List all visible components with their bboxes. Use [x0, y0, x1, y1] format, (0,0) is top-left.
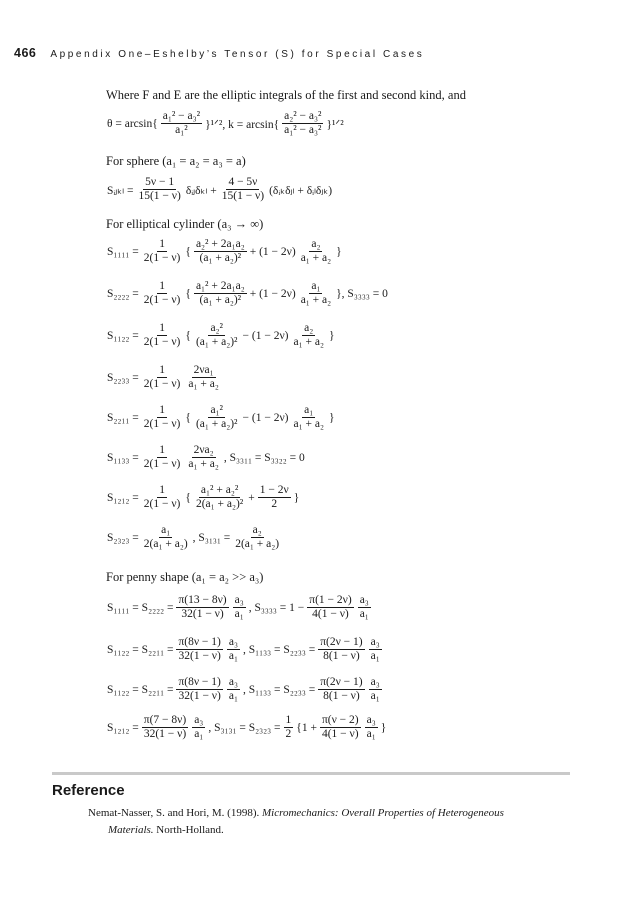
term-fraction	[186, 364, 220, 391]
ratio-fraction	[192, 714, 205, 741]
numerator: 2νa₂	[193, 444, 214, 456]
theta-lhs: θ = arcsin{	[107, 117, 158, 130]
ratio-fraction	[365, 714, 378, 741]
numerator: π(8ν − 1)	[178, 636, 221, 648]
denominator: 2(1 − ν)	[143, 378, 181, 390]
term-fraction	[291, 322, 325, 349]
eq-mid: , S₃₁₃₁ = S₂₃₂₃ =	[208, 721, 281, 734]
brace-open: {	[185, 411, 191, 424]
denominator: a₁	[370, 650, 380, 662]
eq-lhs: S₂₂₁₁ =	[107, 411, 139, 424]
k-numerator: a₂² − a₃²	[284, 110, 322, 122]
sphere-f1-numerator: 5ν − 1	[145, 176, 175, 188]
page-number: 466	[14, 46, 37, 60]
brace-close: }, S₃₃₃₃ = 0	[336, 287, 388, 300]
operator: − (1 − 2ν)	[242, 411, 289, 424]
numerator: a₃	[194, 714, 204, 726]
numerator: 1	[159, 444, 165, 456]
denominator: 8(1 − ν)	[323, 650, 360, 662]
coef-fraction	[142, 404, 183, 431]
reference-heading: Reference	[52, 782, 125, 799]
denominator: 2(1 − ν)	[143, 458, 181, 470]
operator: − (1 − 2ν)	[242, 329, 289, 342]
denominator: 2(1 − ν)	[143, 294, 181, 306]
denominator: 4(1 − ν)	[312, 608, 349, 620]
term-fraction	[318, 636, 364, 663]
equation-s2323	[106, 524, 283, 551]
term-fraction	[299, 280, 333, 307]
denominator: a₁	[366, 728, 376, 740]
ratio-fraction	[233, 594, 246, 621]
denominator: a₁	[194, 728, 204, 740]
k-denominator: a₁² − a₃²	[284, 124, 322, 136]
ratio-fraction	[227, 676, 240, 703]
numerator: π(ν − 2)	[321, 714, 359, 726]
term-fraction	[233, 524, 281, 551]
reference-publisher: North-Holland.	[156, 824, 224, 836]
section-divider	[52, 772, 570, 775]
term-fraction	[194, 238, 247, 265]
theta-fraction	[161, 110, 202, 137]
denominator: 4(1 − ν)	[321, 728, 359, 740]
term-fraction	[194, 322, 240, 349]
term-fraction	[194, 404, 240, 431]
numerator: a₂² + 2a₁a₂	[195, 238, 245, 250]
denominator: (a₁ + a₂)²	[199, 252, 242, 264]
brace-open: {1 +	[296, 721, 317, 734]
sphere-fraction-2	[220, 176, 266, 203]
term-fraction	[176, 594, 228, 621]
running-title: Appendix One–Eshelby’s Tensor (S) for Special Cases	[50, 49, 425, 60]
brace-open: {	[185, 329, 191, 342]
k-lhs: }¹ᐟ², k = arcsin{	[205, 118, 280, 131]
equation-s2233	[106, 364, 223, 391]
sphere-end: (δᵢₖδⱼₗ + δᵢₗδⱼₖ)	[269, 184, 333, 197]
numerator: a₃	[234, 594, 244, 606]
term-fraction	[186, 444, 220, 471]
equation-penny-2	[106, 636, 384, 663]
operator: +	[248, 491, 255, 504]
eq-lhs: S₁₂₁₂ =	[107, 491, 139, 504]
denominator: 2(1 − ν)	[143, 252, 181, 264]
eq-mid: , S₁₁₃₃ = S₂₂₃₃ =	[243, 643, 316, 656]
equation-penny-4	[106, 714, 387, 741]
term-fraction	[176, 636, 222, 663]
sphere-mid: δᵢⱼδₖₗ +	[185, 184, 217, 197]
term-fraction	[299, 238, 333, 265]
eq-lhs: S₂₂₃₃ =	[107, 371, 139, 384]
equation-s1122	[106, 322, 335, 349]
eq-lhs: S₂₃₂₃ =	[107, 531, 139, 544]
sphere-f2-denominator: 15(1 − ν)	[221, 190, 265, 202]
denominator: 32(1 − ν)	[181, 608, 224, 620]
term-fraction	[318, 676, 364, 703]
k-exponent: }¹ᐟ²	[326, 118, 344, 131]
denominator: a₁ + a₂	[293, 418, 324, 430]
denominator: 8(1 − ν)	[323, 690, 360, 702]
numerator: a₁	[304, 404, 314, 416]
numerator: 1 − 2ν	[259, 484, 289, 496]
ratio-fraction	[369, 676, 382, 703]
equation-s1133	[106, 444, 306, 471]
coef-fraction	[142, 280, 183, 307]
numerator: a₂	[304, 322, 314, 334]
term-fraction	[142, 524, 190, 551]
reference-title-1: Micromechanics: Overall Properties of Heterogeneous	[262, 807, 504, 819]
denominator: 32(1 − ν)	[178, 650, 221, 662]
sphere-equation	[106, 176, 333, 203]
intro-text: Where F and E are the elliptic integrals of the first and second kind, and	[106, 88, 466, 102]
denominator: 2(a₁ + a₂)	[143, 538, 188, 550]
denominator: (a₁ + a₂)²	[195, 418, 238, 430]
k-fraction	[282, 110, 323, 137]
numerator: a₃	[228, 636, 238, 648]
eq-lhs: S₂₂₂₂ =	[107, 287, 139, 300]
coef-fraction	[142, 364, 183, 391]
eq-mid: , S₁₁₃₃ = S₂₂₃₃ =	[243, 683, 316, 696]
brace-close: }	[336, 245, 342, 258]
numerator: 2νa₁	[193, 364, 214, 376]
eq-lhs: S₁₁₂₂ = S₂₂₁₁ =	[107, 683, 174, 696]
numerator: a₂	[311, 238, 321, 250]
numerator: π(8ν − 1)	[178, 676, 221, 688]
denominator: a₁ + a₂	[293, 336, 324, 348]
denominator: a₁ + a₂	[300, 294, 332, 306]
theta-k-equation	[106, 110, 345, 137]
brace-open: {	[185, 245, 191, 258]
eq-mid: , S₃₁₃₁ =	[192, 531, 231, 544]
coef-fraction	[142, 238, 183, 265]
brace-close: }	[328, 411, 335, 424]
equation-s2211	[106, 404, 335, 431]
sphere-f1-denominator: 15(1 − ν)	[138, 190, 181, 202]
running-header	[14, 46, 424, 60]
denominator: (a₁ + a₂)²	[195, 336, 238, 348]
half-fraction	[284, 714, 294, 741]
term-fraction	[194, 484, 245, 511]
denominator: a₁	[228, 690, 238, 702]
sphere-lhs: Sᵢⱼₖₗ =	[107, 184, 134, 197]
sphere-label: For sphere (a₁ = a₂ = a₃ = a)	[106, 154, 246, 168]
numerator: 1	[159, 280, 165, 292]
numerator: a₁	[311, 280, 321, 292]
term-fraction	[307, 594, 353, 621]
eq-tail: , S₃₃₁₁ = S₃₃₂₂ = 0	[223, 451, 305, 464]
denominator: a₁	[359, 608, 369, 620]
numerator: a₃	[359, 594, 369, 606]
brace-close: }	[293, 491, 300, 504]
term-fraction	[320, 714, 361, 741]
denominator: 2(a₁ + a₂)²	[195, 498, 244, 510]
numerator: 1	[159, 484, 165, 496]
cylinder-label: For elliptical cylinder (a₃ → ∞)	[106, 217, 264, 231]
eq-lhs: S₁₁₁₁ =	[107, 245, 139, 258]
denominator: 32(1 − ν)	[178, 690, 221, 702]
ratio-fraction	[227, 636, 240, 663]
equation-s1212	[106, 484, 300, 511]
denominator: a₁ + a₂	[300, 252, 332, 264]
eq-mid: , S₃₃₃₃ = 1 −	[248, 601, 305, 614]
denominator: a₁	[228, 650, 238, 662]
numerator: a₁² + 2a₁a₂	[195, 280, 245, 292]
operator: + (1 − 2ν)	[249, 287, 296, 300]
denominator: 2(1 − ν)	[143, 418, 181, 430]
denominator: a₁ + a₂	[188, 458, 219, 470]
brace-close: }	[380, 721, 387, 734]
eq-lhs: S₁₁₂₂ = S₂₂₁₁ =	[107, 643, 174, 656]
equation-s1111	[106, 238, 343, 265]
numerator: a₂²	[210, 322, 223, 334]
coef-fraction	[142, 484, 183, 511]
denominator: 2(1 − ν)	[143, 336, 181, 348]
numerator: π(2ν − 1)	[320, 636, 363, 648]
numerator: π(2ν − 1)	[320, 676, 363, 688]
brace-open: {	[185, 287, 191, 300]
numerator: π(7 − 8ν)	[143, 714, 187, 726]
coef-fraction	[142, 444, 183, 471]
numerator: 1	[159, 238, 165, 250]
reference-title-2: Materials.	[108, 824, 154, 836]
numerator: a₁²	[210, 404, 223, 416]
term-fraction	[176, 676, 222, 703]
numerator: π(13 − 8ν)	[178, 594, 227, 606]
ratio-fraction	[369, 636, 382, 663]
denominator: 2(1 − ν)	[143, 498, 181, 510]
coef-fraction	[142, 322, 183, 349]
numerator: 1	[159, 404, 165, 416]
brace-close: }	[328, 329, 335, 342]
sphere-f2-numerator: 4 − 5ν	[228, 176, 258, 188]
sphere-fraction-1	[136, 176, 182, 203]
denominator: 2	[285, 728, 292, 740]
ratio-fraction	[358, 594, 371, 621]
numerator: a₃	[228, 676, 238, 688]
numerator: 1	[159, 322, 165, 334]
denominator: a₁	[234, 608, 244, 620]
denominator: 2(a₁ + a₂)	[235, 538, 280, 550]
denominator: a₁	[370, 690, 380, 702]
operator: + (1 − 2ν)	[249, 245, 296, 258]
numerator: a₃	[370, 676, 380, 688]
numerator: 1	[159, 364, 165, 376]
theta-numerator: a₁² − a₃²	[162, 110, 201, 122]
term-fraction	[194, 280, 247, 307]
penny-label: For penny shape (a₁ = a₂ >> a₃)	[106, 570, 264, 584]
eq-lhs: S₁₁₁₁ = S₂₂₂₂ =	[107, 601, 174, 614]
numerator: a₃	[370, 636, 380, 648]
eq-lhs: S₁₂₁₂ =	[107, 721, 139, 734]
term-fraction	[258, 484, 291, 511]
term-fraction	[142, 714, 188, 741]
numerator: a₂	[252, 524, 262, 536]
numerator: π(1 − 2ν)	[309, 594, 352, 606]
theta-denominator: a₁²	[175, 124, 188, 136]
reference-continuation	[88, 822, 558, 839]
numerator: a₁	[161, 524, 171, 536]
term-fraction	[291, 404, 325, 431]
reference-authors: Nemat-Nasser, S. and Hori, M. (1998).	[88, 807, 260, 819]
denominator: (a₁ + a₂)²	[199, 294, 242, 306]
denominator: 2	[271, 498, 278, 510]
denominator: a₁ + a₂	[188, 378, 219, 390]
eq-lhs: S₁₁₂₂ =	[107, 329, 139, 342]
numerator: a₁² + a₂²	[200, 484, 239, 496]
equation-penny-1	[106, 594, 373, 621]
numerator: 1	[285, 714, 292, 726]
brace-open: {	[185, 491, 191, 504]
reference-entry	[88, 805, 558, 839]
numerator: a₃	[366, 714, 376, 726]
denominator: 32(1 − ν)	[143, 728, 187, 740]
equation-s2222	[106, 280, 389, 307]
eq-lhs: S₁₁₃₃ =	[107, 451, 139, 464]
equation-penny-3	[106, 676, 384, 703]
